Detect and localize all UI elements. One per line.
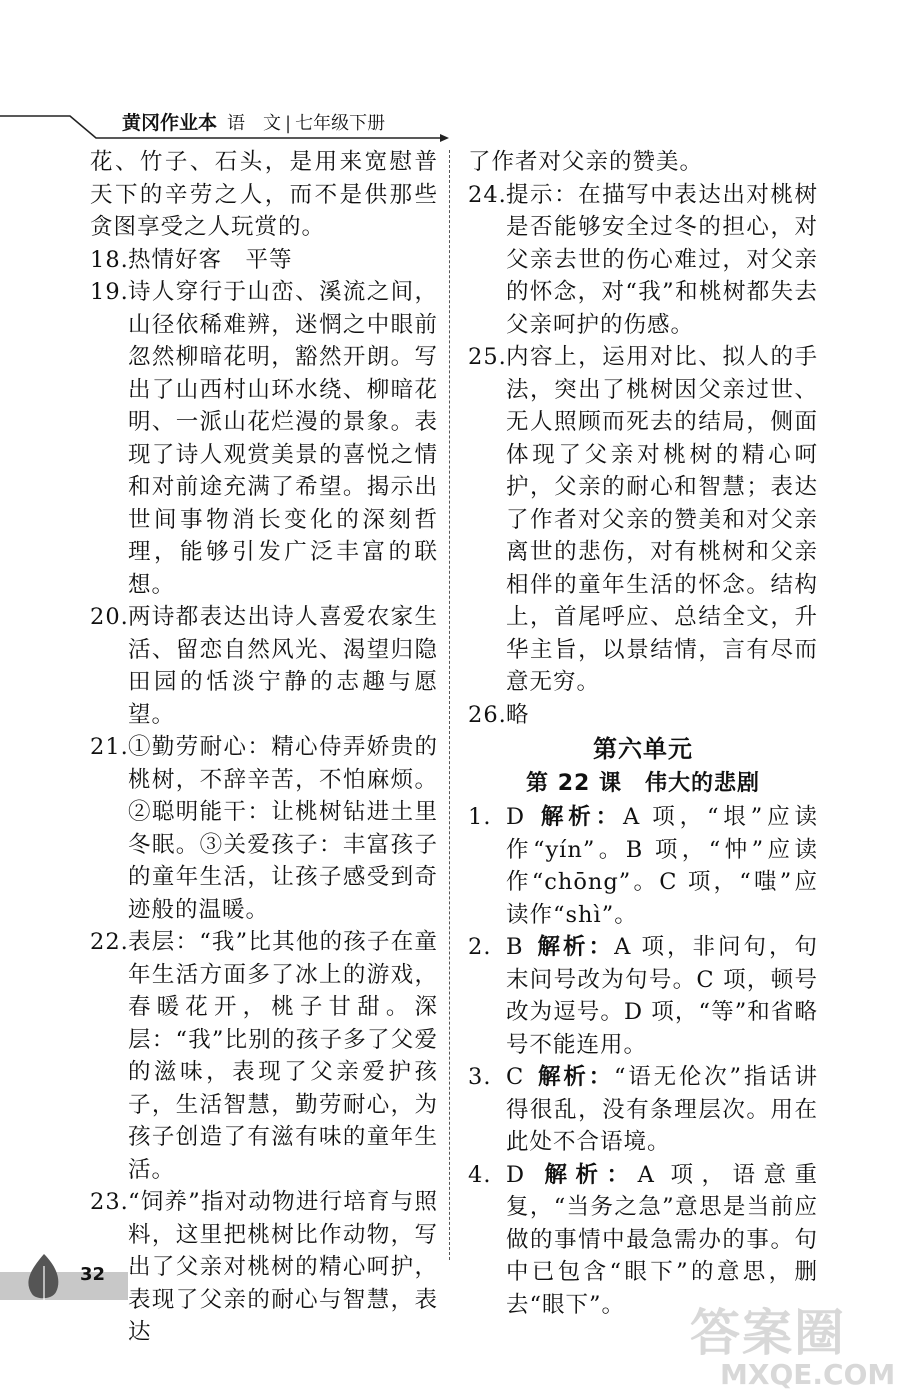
item-text: ①勤劳耐心：精心侍弄娇贵的桃树，不辞辛苦，不怕麻烦。②聪明能干：让桃树钻进土里冬眠。③关爱孩子：丰富孩子的童年生活，让孩子感受到奇迹般的温暖。 (128, 734, 438, 923)
mc-answer-item (468, 801, 818, 931)
footer-graphic (0, 1252, 140, 1302)
item-text: “饲养”指对动物进行培育与照料，这里把桃树比作动物，写出了父亲对桃树的精心呵护，表现了父亲的耐心与智慧，表达 (128, 1189, 438, 1345)
watermark-url: MXQE.COM (720, 1358, 896, 1391)
analysis-text: A 项，语意重复，“当务之急”意思是当前应做的事情中最急需办的事。句中已包含“眼下”的意思，删去“眼下”。 (506, 1161, 818, 1318)
header-title (122, 108, 385, 135)
watermark (690, 1306, 895, 1390)
analysis-label: 解析： (537, 804, 624, 830)
watermark-text: 答案圈 (690, 1304, 846, 1362)
item-number: 22. (90, 929, 129, 955)
book-grade: 七年级下册 (295, 113, 386, 134)
answer-item (468, 699, 818, 732)
item-text: 提示：在描写中表达出对桃树是否能够安全过冬的担心，对父亲去世的伤心难过，对父亲的怀念，对“我”和桃树都失去父亲呵护的伤感。 (506, 181, 818, 338)
page-header (0, 96, 900, 146)
item-number: 19. (90, 279, 129, 305)
page-number: 32 (80, 1264, 106, 1285)
answer-item (90, 926, 438, 1186)
book-brand: 黄冈作业本 (122, 112, 218, 134)
unit-title: 第六单元 (593, 735, 693, 763)
answer-item (90, 244, 438, 277)
header-separator: | (285, 113, 292, 134)
analysis-label: 解析： (537, 1161, 638, 1188)
book-subject: 语 文 (227, 113, 282, 134)
item-number: 21. (90, 734, 129, 760)
leaf-icon (28, 1254, 58, 1298)
item-text: 内容上，运用对比、拟人的手法，突出了桃树因父亲过世、无人照顾而死去的结局，侧面体现了父亲对桃树的精心呵护，父亲的耐心和智慧；表达了作者对父亲的赞美和对父亲离世的悲伤，对有桃树和父亲相伴的童年生活的怀念。结构上，首尾呼应、总结全文，升华主旨，以景结情，言有尽而意无穷。 (506, 344, 818, 695)
item-number: 2. (468, 934, 492, 960)
item-number: 18. (90, 246, 129, 273)
mc-answer-item (468, 931, 818, 1061)
mc-answer-item (468, 1061, 818, 1159)
analysis-text: A 项，“垠”应读作“yín”。B 项，“忡”应读作“chōng”。C 项，“嗤”应读作“shì”。 (506, 804, 818, 928)
left-column (90, 146, 438, 1349)
mc-answer: D (506, 804, 526, 830)
lesson-title: 第 22 课 伟大的悲剧 (526, 771, 760, 796)
item-text: 热情好客 平等 (128, 246, 293, 273)
item-text: 表层：“我”比其他的孩子在童年生活方面多了冰上的游戏，春暖花开，桃子甘甜。深层：“我”比别的孩子多了父爱的滋味，表现了父亲爱护孩子，生活智慧，勤劳耐心，为孩子创造了有滋有味的童年生活。 (128, 929, 438, 1183)
continued-answer-23: 了作者对父亲的赞美。 (468, 149, 704, 175)
answer-item (468, 341, 818, 699)
answer-item (90, 731, 438, 926)
item-number: 25. (468, 344, 507, 370)
item-text: 略 (506, 701, 530, 728)
item-number: 26. (468, 701, 507, 728)
analysis-label: 解析： (536, 1064, 614, 1090)
analysis-text: “语无伦次”指话讲得很乱，没有条理层次。用在此处不合语境。 (506, 1064, 818, 1155)
item-text: 诗人穿行于山峦、溪流之间，山径依稀难辨，迷惘之中眼前忽然柳暗花明，豁然开朗。写出了山西村山环水绕、柳暗花明、一派山花烂漫的景象。表现了诗人观赏美景的喜悦之情和对前途充满了希望。揭示出世间事物消长变化的深刻哲理，能够引发广泛丰富的联想。 (128, 279, 438, 598)
item-number: 24. (468, 181, 507, 208)
mc-answer: C (506, 1064, 525, 1090)
answer-item (90, 601, 438, 731)
item-number: 3. (468, 1064, 492, 1090)
answer-item (468, 179, 818, 342)
mc-answer-item (468, 1159, 818, 1322)
item-number: 4. (468, 1161, 492, 1188)
page-footer (0, 1252, 140, 1302)
item-number: 20. (90, 604, 129, 630)
item-text: 两诗都表达出诗人喜爱农家生活、留恋自然风光、渴望归隐田园的恬淡宁静的志趣与愿望。 (128, 604, 438, 728)
answer-item (90, 1186, 438, 1349)
analysis-text: A 项，非问句，句末问号改为句号。C 项，顿号改为逗号。D 项，“等”和省略号不能连用。 (506, 934, 818, 1058)
item-number: 1. (468, 804, 492, 830)
item-number: 23. (90, 1189, 129, 1215)
column-divider (449, 150, 450, 1260)
analysis-label: 解析： (535, 934, 615, 960)
answer-item (90, 276, 438, 601)
right-column (468, 146, 818, 1321)
mc-answer: B (506, 934, 524, 960)
mc-answer: D (506, 1161, 526, 1188)
page-number-band (0, 1272, 128, 1300)
continued-answer-17: 花、竹子、石头，是用来宽慰普天下的辛劳之人，而不是供那些贪图享受之人玩赏的。 (90, 149, 438, 240)
